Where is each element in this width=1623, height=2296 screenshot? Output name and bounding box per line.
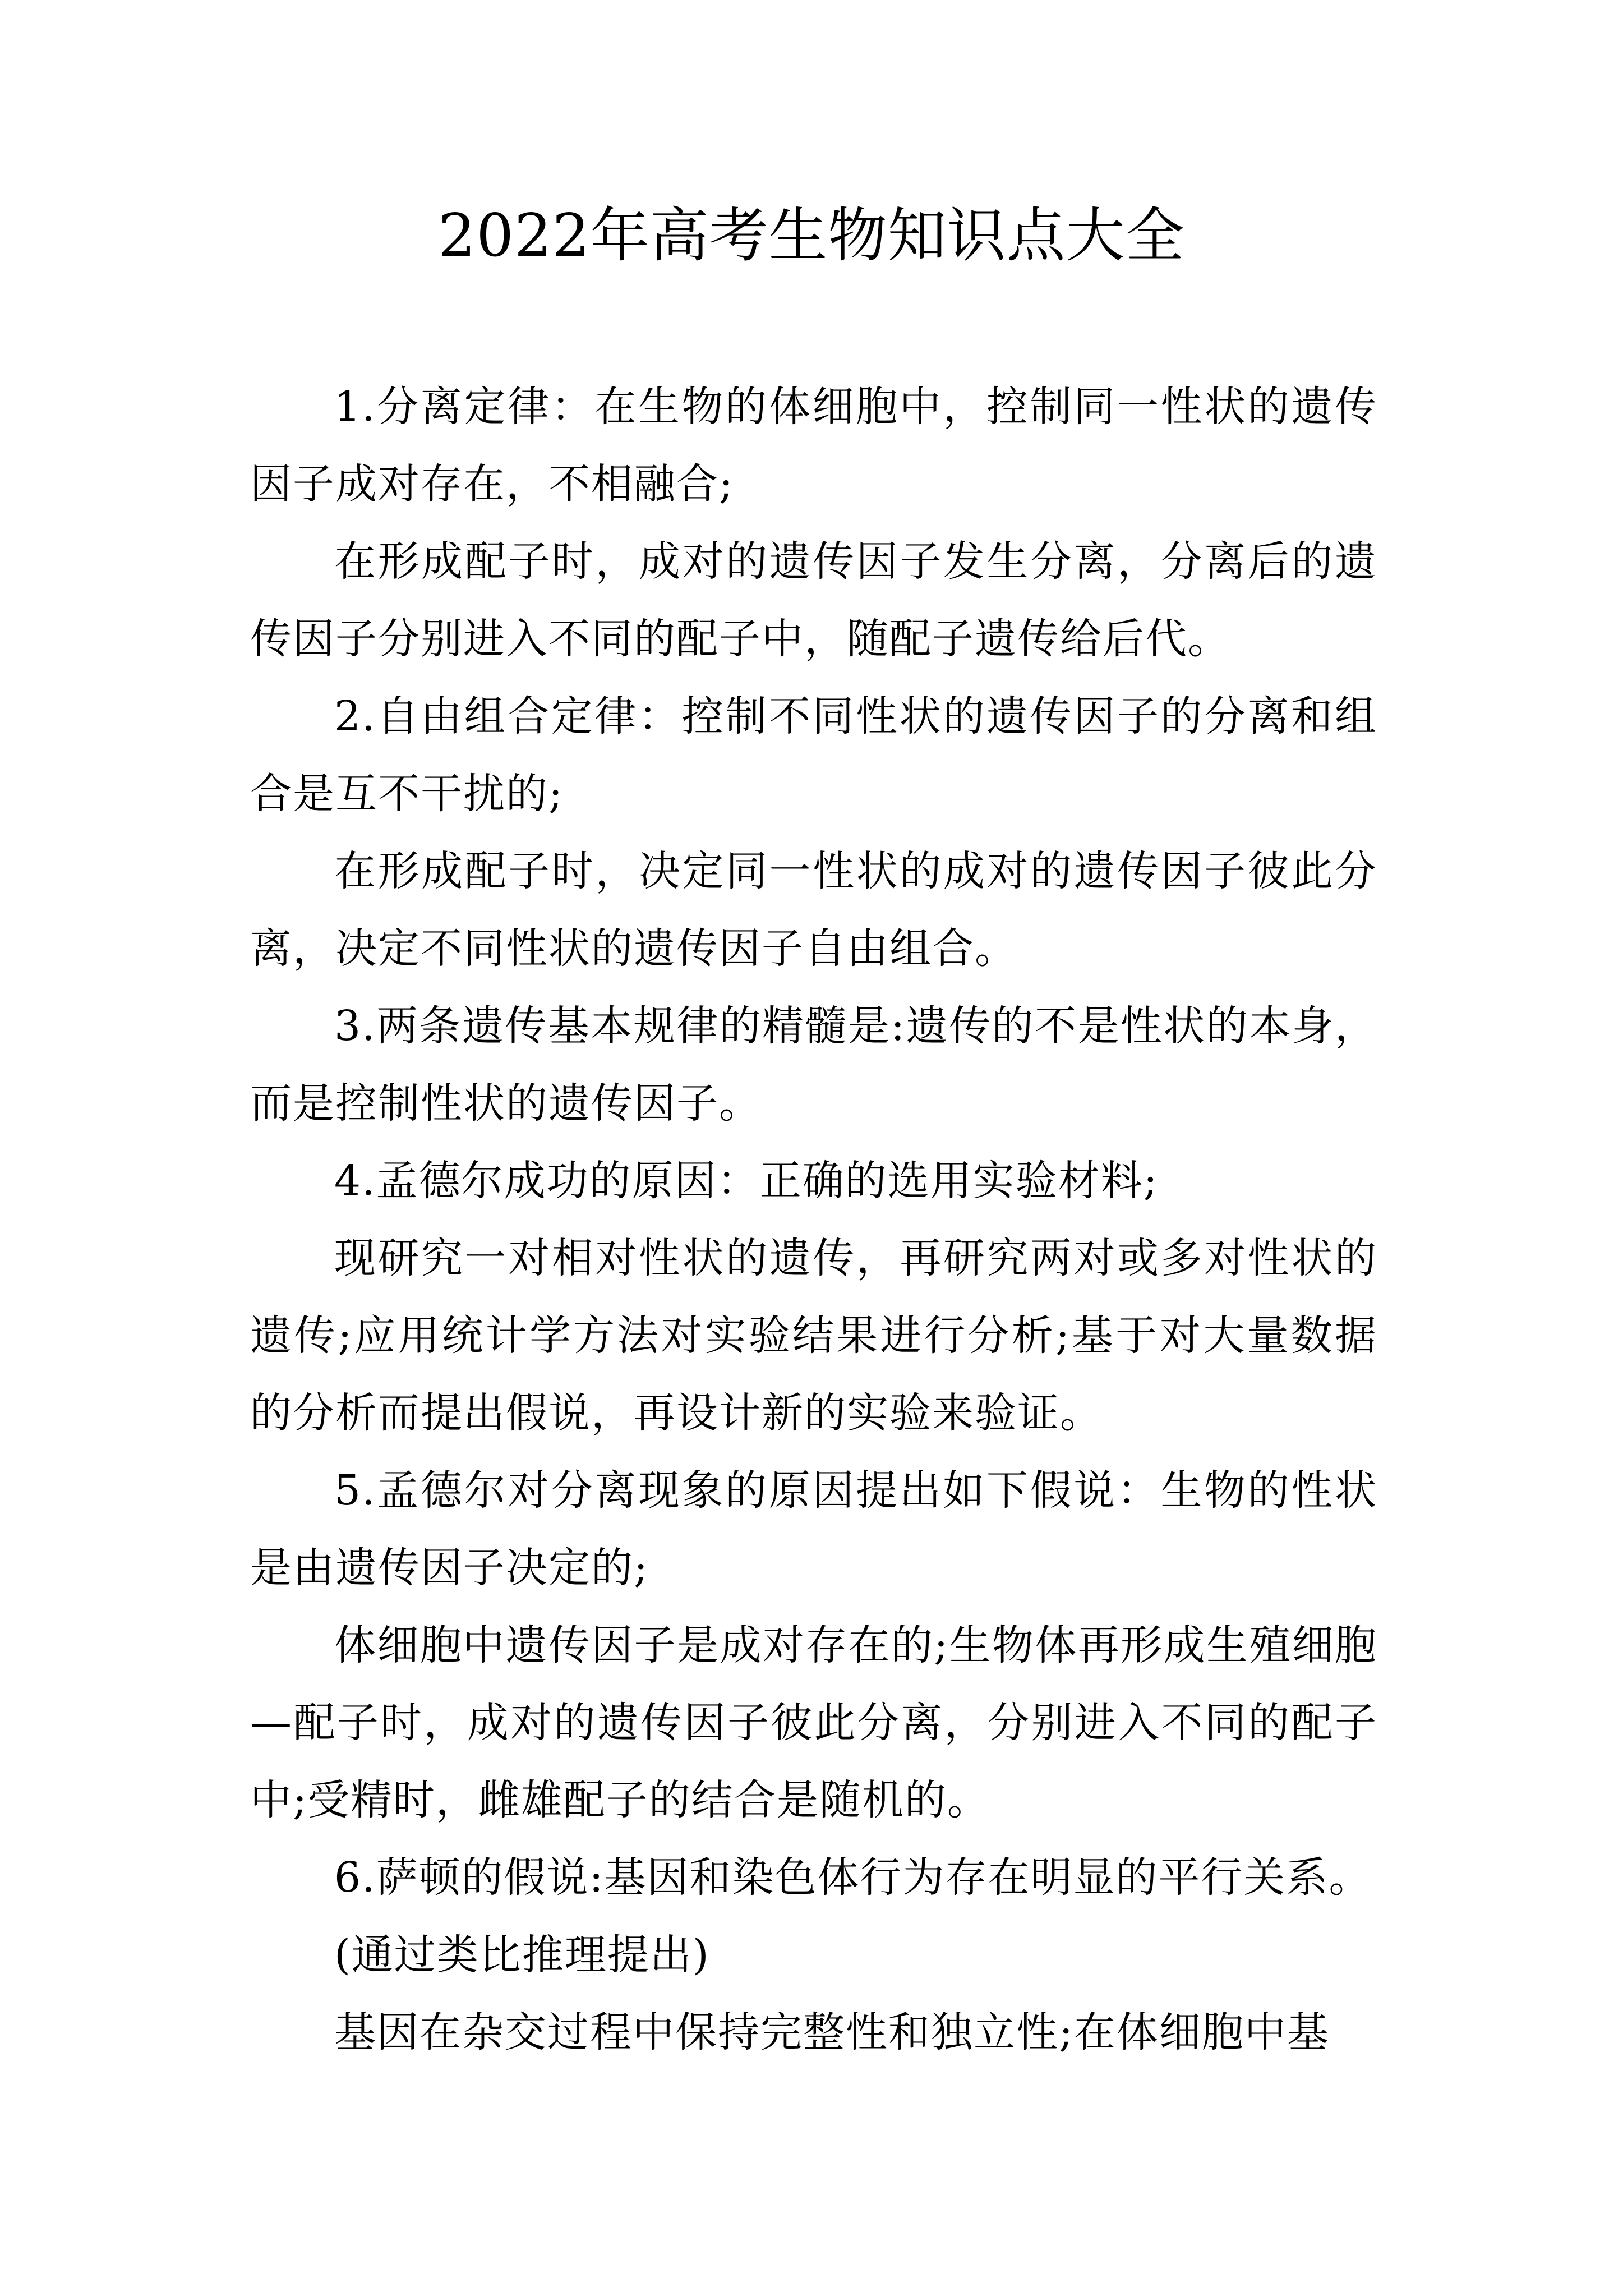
document-title: 2022年高考生物知识点大全	[438, 201, 1185, 270]
paragraph-3: 2.自由组合定律：控制不同性状的遗传因子的分离和组合是互不干扰的;	[250, 692, 1377, 818]
document-body	[250, 368, 1377, 2071]
paragraph-6: 4.孟德尔成功的原因：正确的选用实验材料;	[334, 1157, 1159, 1205]
paragraph-11: (通过类比推理提出)	[334, 1931, 710, 1979]
paragraph-10: 6.萨顿的假说:基因和染色体行为存在明显的平行关系。	[334, 1853, 1372, 1902]
paragraph-1: 1.分离定律：在生物的体细胞中，控制同一性状的遗传因子成对存在，不相融合;	[250, 383, 1377, 508]
paragraph-5: 3.两条遗传基本规律的精髓是:遗传的不是性状的本身，而是控制性状的遗传因子。	[250, 1002, 1377, 1128]
paragraph-4: 在形成配子时，决定同一性状的成对的遗传因子彼此分离，决定不同性状的遗传因子自由组合。	[250, 847, 1377, 973]
paragraph-12: 基因在杂交过程中保持完整性和独立性;在体细胞中基	[334, 2008, 1330, 2056]
paragraph-2: 在形成配子时，成对的遗传因子发生分离，分离后的遗传因子分别进入不同的配子中，随配子遗传给后代。	[250, 537, 1377, 663]
paragraph-9: 体细胞中遗传因子是成对存在的;生物体再形成生殖细胞—配子时，成对的遗传因子彼此分离，分别进入不同的配子中;受精时，雌雄配子的结合是随机的。	[250, 1621, 1377, 1824]
paragraph-7: 现研究一对相对性状的遗传，再研究两对或多对性状的遗传;应用统计学方法对实验结果进行分析;基于对大量数据的分析而提出假说，再设计新的实验来验证。	[250, 1234, 1377, 1437]
paragraph-8: 5.孟德尔对分离现象的原因提出如下假说：生物的性状是由遗传因子决定的;	[250, 1466, 1377, 1592]
